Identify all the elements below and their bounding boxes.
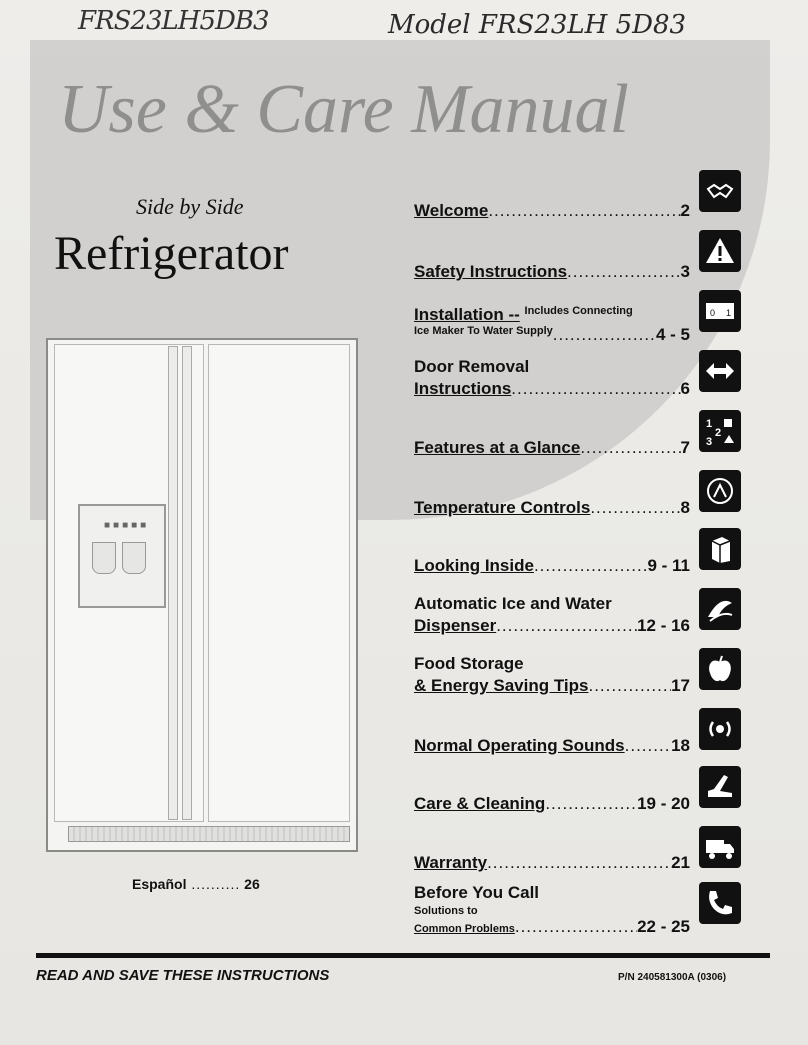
toc-label: Safety Instructions (414, 262, 568, 281)
espanol-entry[interactable]: Español .......... 26 (132, 876, 260, 892)
svg-text:1: 1 (706, 418, 713, 430)
toc-page: 17 (671, 676, 690, 695)
base-grille (68, 826, 350, 842)
toc-page: 8 (680, 498, 690, 517)
toc-page: 2 (680, 201, 690, 220)
numbered-shapes-icon (699, 410, 741, 452)
toc-item-welcome[interactable] (414, 201, 690, 221)
refrigerator-illustration (46, 338, 358, 852)
toc-label-2: Ice Maker To Water Supply (414, 325, 553, 337)
product-subtitle: Side by Side (136, 194, 244, 219)
handshake-icon (699, 170, 741, 212)
toc-label-2: Dispenser (414, 616, 497, 635)
espanol-page: 26 (244, 876, 260, 892)
bottom-divider (36, 953, 770, 958)
apple-icon (699, 648, 741, 690)
toc-label: Features at a Glance (414, 438, 581, 457)
toc-page: 18 (671, 736, 690, 755)
sound-icon (699, 708, 741, 750)
toc-item-installation[interactable] (414, 305, 690, 345)
water-splash-icon (699, 588, 741, 630)
toc-page: 4 - 5 (655, 325, 690, 344)
toc-page: 12 - 16 (637, 616, 690, 635)
toc-page: 21 (671, 853, 690, 872)
espanol-label: Español (132, 876, 187, 892)
fridge-door (208, 344, 350, 822)
toc-label: Door Removal (414, 357, 530, 376)
ice-water-dispenser: ■■■■■ (78, 504, 166, 608)
toc-item-sounds[interactable] (414, 736, 690, 756)
product-name: Refrigerator (54, 227, 289, 280)
toc-page: 7 (680, 438, 690, 457)
toc-item-door-removal[interactable] (414, 357, 690, 399)
svg-text:1: 1 (726, 308, 732, 318)
toc-label: Before You Call (414, 883, 540, 902)
toc-page: 22 - 25 (637, 917, 690, 936)
toc-page: 9 - 11 (647, 556, 690, 575)
toc-label: Automatic Ice and Water (414, 594, 612, 613)
svg-text:2: 2 (715, 427, 722, 439)
handwritten-model-number: Model FRS23LH 5D83 (388, 10, 687, 40)
freezer-handle (168, 346, 178, 820)
toc-item-dispenser[interactable] (414, 594, 690, 636)
toc-label: Food Storage (414, 654, 524, 673)
toc-label-note: Includes Connecting (524, 305, 633, 317)
toc-label-2: & Energy Saving Tips (414, 676, 589, 695)
phone-icon (699, 882, 741, 924)
truck-icon (699, 826, 741, 868)
fridge-handle (182, 346, 192, 820)
svg-text:3: 3 (706, 436, 713, 447)
toc-page: 6 (680, 379, 690, 398)
toc-label: Installation -- (414, 305, 520, 324)
thermostat-icon (699, 470, 741, 512)
toc-label: Care & Cleaning (414, 794, 546, 813)
double-arrow-icon (699, 350, 741, 392)
toc-page: 3 (680, 262, 690, 281)
toc-item-features[interactable] (414, 438, 690, 458)
toc-item-safety[interactable] (414, 262, 690, 282)
toc-item-before-you-call[interactable] (414, 883, 690, 937)
toc-item-care[interactable] (414, 794, 690, 814)
part-number: P/N 240581300A (0306) (618, 972, 727, 983)
toc-label: Looking Inside (414, 556, 534, 575)
toc-item-food-storage[interactable] (414, 654, 690, 696)
toc-label-2: Instructions (414, 379, 512, 398)
handwritten-signature: FRS23LH5DB3 (78, 6, 269, 36)
toc-label-2: Common Problems (414, 923, 515, 935)
toc-page: 19 - 20 (637, 794, 690, 813)
toc-label: Temperature Controls (414, 498, 591, 517)
ruler-icon (699, 290, 741, 332)
toc-label: Warranty (414, 853, 488, 872)
toc-label: Normal Operating Sounds (414, 736, 625, 755)
cleaning-hand-icon (699, 766, 741, 808)
warning-icon (699, 230, 741, 272)
footer-notice: READ AND SAVE THESE INSTRUCTIONS (36, 967, 330, 984)
toc-label: Welcome (414, 201, 489, 220)
toc-label-note: Solutions to (414, 905, 478, 917)
toc-item-warranty[interactable] (414, 853, 690, 873)
cube-icon (699, 528, 741, 570)
svg-text:0: 0 (710, 308, 716, 318)
page-title: Use & Care Manual (58, 71, 629, 148)
toc-item-temperature[interactable] (414, 498, 690, 518)
toc-item-looking-inside[interactable] (414, 556, 690, 576)
